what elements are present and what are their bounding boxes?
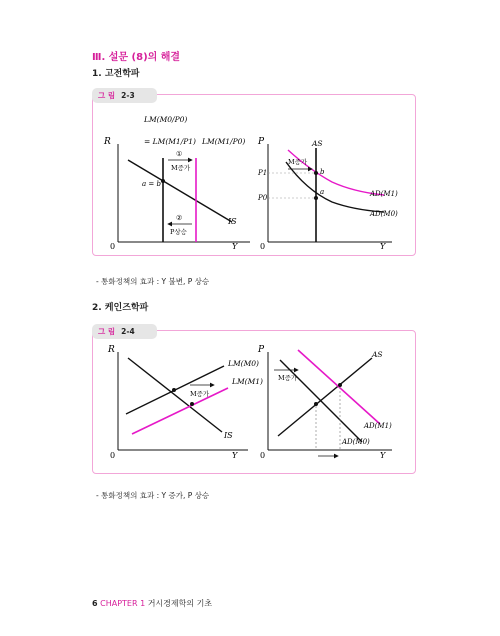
- equilibrium-point-initial: [172, 388, 176, 392]
- step1-marker: ①: [176, 150, 183, 158]
- equilibrium-point-new: [190, 402, 194, 406]
- ad0-curve: [280, 360, 362, 442]
- equilibrium-point-ab: [161, 179, 165, 183]
- point-a: [314, 196, 318, 200]
- axis-y-label: Y: [232, 451, 238, 460]
- m-increase-label: M증가: [190, 390, 210, 398]
- p1-tick: P1: [258, 169, 268, 177]
- lm1-label: LM(M1): [232, 377, 263, 386]
- left-is-lm-graph: [103, 115, 250, 251]
- origin-label: 0: [110, 242, 116, 251]
- figure-2-3-graphs: [92, 94, 414, 254]
- figure-2-4-graphs: [92, 330, 414, 472]
- page-footer: [92, 598, 212, 609]
- point-a-label: a: [320, 188, 325, 196]
- origin-label: 0: [110, 451, 116, 460]
- figure-tag-label: 그 림: [98, 91, 116, 100]
- axis-p-label: P: [258, 137, 265, 147]
- ab-label: a = b: [142, 180, 161, 188]
- part2-heading: 2. 케인즈학파: [92, 303, 149, 313]
- p0-tick: P0: [258, 194, 268, 202]
- axis-y-label: Y: [232, 242, 238, 251]
- m-increase-label: M증가: [288, 158, 308, 166]
- lm1-curve: [132, 388, 228, 434]
- axis-r-label: R: [108, 345, 115, 355]
- equilibrium-point-initial: [314, 402, 318, 406]
- right-ad-as-graph: [257, 345, 392, 460]
- ad1-label: AD(M1): [364, 422, 392, 430]
- figure-tag-label: 그 림: [98, 327, 116, 336]
- lm1-label: LM(M1/P0): [202, 137, 246, 146]
- figure-tag-number: 2-3: [121, 91, 135, 100]
- part1-heading: 1. 고전학파: [92, 69, 140, 79]
- ad1-label: AD(M1): [370, 190, 398, 198]
- chapter-label: CHAPTER 1: [100, 599, 146, 608]
- axis-r-label: R: [104, 137, 111, 147]
- ad0-label: AD(M0): [370, 210, 398, 218]
- as-label: AS: [372, 350, 383, 359]
- part1-note: - 통화정책의 효과 : Y 불변, P 상승: [96, 277, 210, 286]
- m-increase-label: M증가: [278, 374, 298, 382]
- part2-note: - 통화정책의 효과 : Y 증가, P 상승: [96, 491, 210, 500]
- ad0-label: AD(M0): [342, 438, 370, 446]
- ad0-curve: [286, 162, 384, 212]
- right-ad-as-graph: [257, 137, 398, 251]
- section-title: Ⅲ. 설문 (8)의 해결: [92, 52, 181, 63]
- origin-label: 0: [260, 242, 266, 251]
- page-number: 6: [92, 599, 98, 608]
- chapter-title: 거시경제학의 기초: [147, 599, 213, 608]
- lm0-label: LM(M0): [228, 359, 259, 368]
- as-label: AS: [312, 139, 323, 148]
- axis-y-label: Y: [380, 451, 386, 460]
- p-increase-label: P상승: [170, 228, 187, 236]
- point-b: [314, 171, 318, 175]
- left-is-lm-graph: [107, 345, 266, 460]
- axis-p-label: P: [258, 345, 265, 355]
- step2-marker: ②: [176, 214, 183, 222]
- origin-label: 0: [260, 451, 266, 460]
- axis-y-label: Y: [380, 242, 386, 251]
- lm-equal-label: = LM(M1/P1): [144, 137, 196, 146]
- lm0-label: LM(M0/P0): [144, 115, 188, 124]
- equilibrium-point-new: [338, 383, 342, 387]
- point-b-label: b: [320, 168, 325, 176]
- m-increase-label: M증가: [171, 164, 191, 172]
- ad1-curve: [288, 150, 384, 195]
- is-label: IS: [228, 217, 237, 226]
- is-label: IS: [224, 431, 233, 440]
- figure-tag-number: 2-4: [121, 327, 135, 336]
